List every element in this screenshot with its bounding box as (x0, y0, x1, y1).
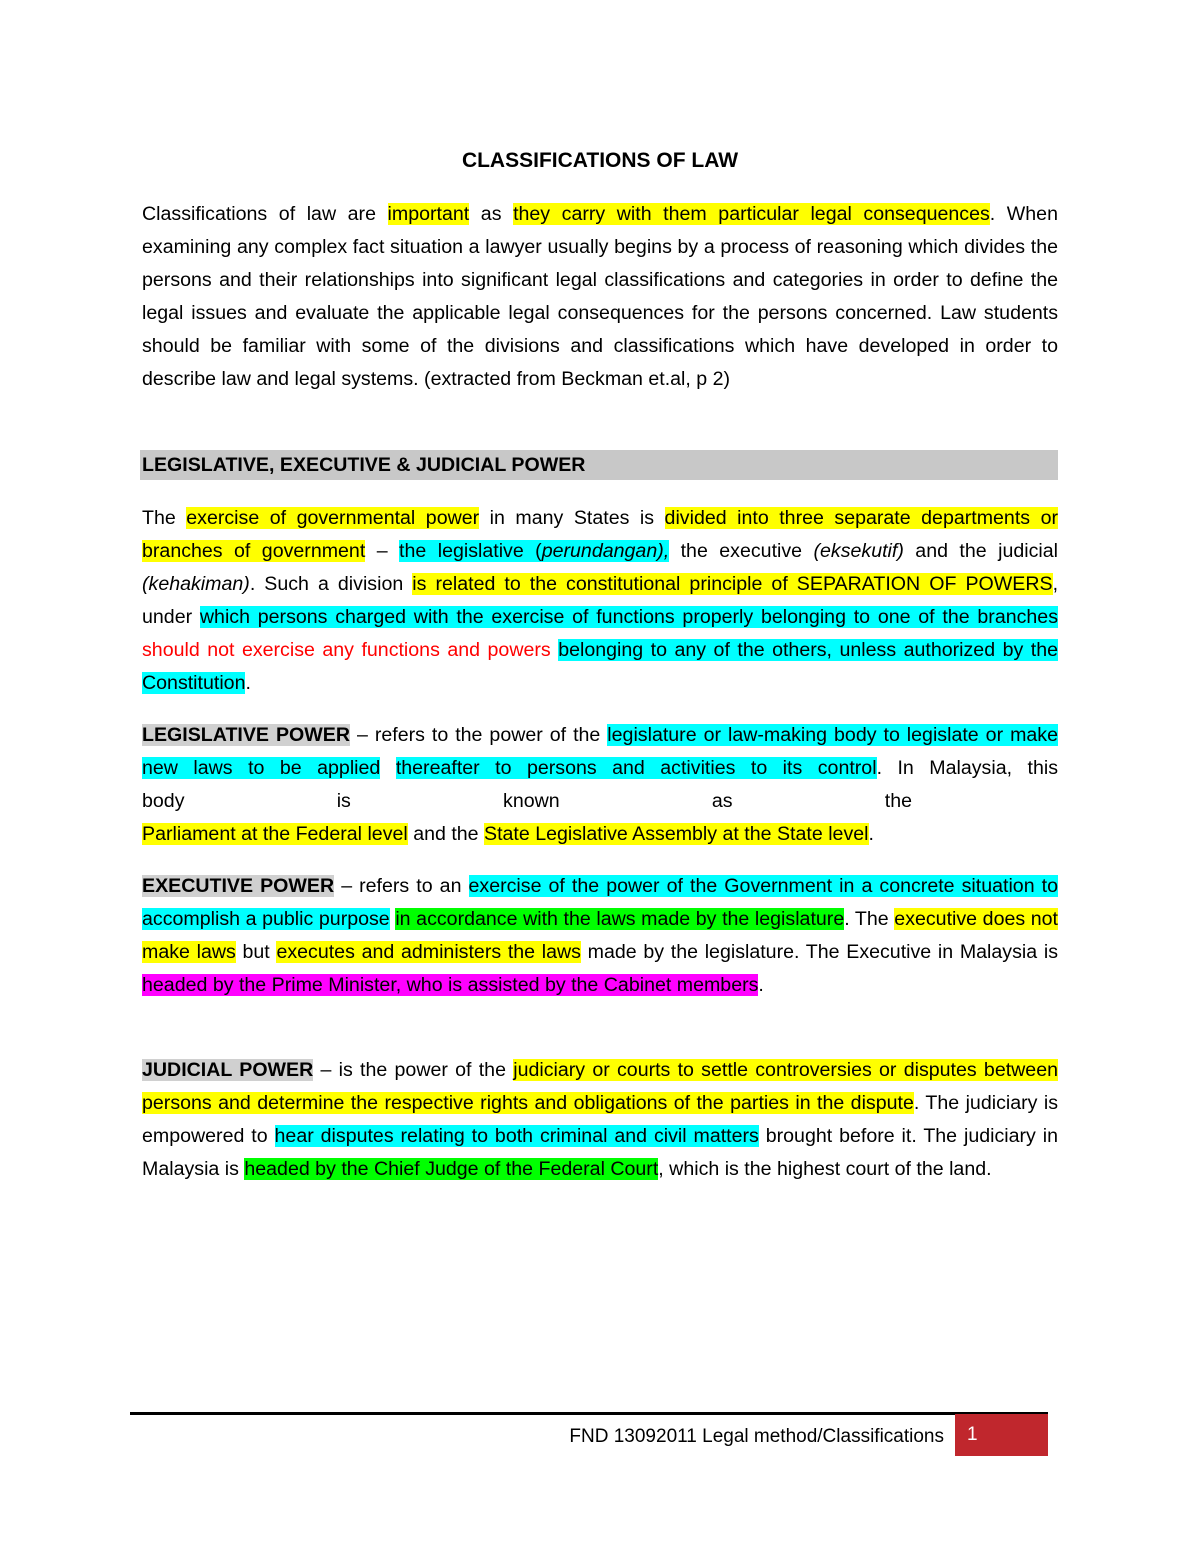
text-run: and the (407, 823, 485, 845)
footer-divider (130, 1412, 1048, 1415)
highlight-cyan: belonging to any of the others, unless authorized by the Constitution (142, 639, 1058, 694)
highlight-yellow: is related to the constitutional principle of SEPARATION OF POWERS (412, 573, 1053, 595)
spread-line (142, 785, 912, 818)
executive-label: EXECUTIVE POWER (142, 875, 335, 897)
text-run (380, 757, 395, 779)
section-heading: LEGISLATIVE, EXECUTIVE & JUDICIAL POWER (140, 450, 1058, 480)
text-run: – (365, 540, 400, 562)
highlight-magenta: headed by the Prime Minister, who is assisted by the Cabinet members (142, 974, 759, 996)
intro-text: . When examining any complex fact situation a lawyer usually begins by a process of reasoning which divides the persons and their relationships into significant legal classifications and categories in order to define the legal issues and evaluate the applicable legal consequences for the persons concerned. Law students should be familiar with some of the divisions and classifications which have developed in order to describe law and legal systems. (extracted from Beckman et.al, p 2) (142, 203, 1058, 390)
highlight-yellow: executive does not make laws (142, 908, 1059, 963)
intro-paragraph (142, 198, 1058, 396)
highlight-yellow: Parliament at the Federal level (142, 823, 408, 845)
legislative-lines (142, 719, 1058, 785)
text-run: . The (844, 908, 895, 930)
highlight-cyan: legislature or law-making body to legislate or make new laws to be applied (142, 724, 1058, 779)
text-run: . In Malaysia, this (876, 757, 1058, 779)
text-run: in many States is (479, 507, 665, 529)
text-run: and the judicial (903, 540, 1058, 562)
intro-text: Classifications of law are (142, 203, 388, 225)
text-run: . The judiciary is empowered to (142, 1092, 1059, 1147)
word: body (142, 790, 185, 812)
text-run: – refers to an (334, 875, 469, 897)
page-number-box (955, 1414, 1048, 1456)
page-number: 1 (967, 1424, 978, 1445)
italic-text: (kehakiman) (142, 573, 250, 595)
word: known (503, 790, 560, 812)
legislative-label: LEGISLATIVE POWER (142, 724, 350, 746)
intro-text: as (469, 203, 514, 225)
highlight-cyan: exercise of the power of the Government in a concrete situation to accomplish a public purpose (142, 875, 1058, 930)
highlight-cyan: hear disputes relating to both criminal and civil matters (274, 1125, 759, 1147)
judicial-label: JUDICIAL POWER (142, 1059, 314, 1081)
word: as (711, 790, 733, 812)
text-run: . (758, 974, 764, 996)
separation-paragraph (142, 502, 1058, 700)
text-run: . (868, 823, 874, 845)
text-run: . (245, 672, 251, 694)
highlight-cyan: which persons charged with the exercise of functions properly belonging to one of the branches (199, 606, 1058, 628)
text-run: – refers to the power of the (350, 724, 608, 746)
text-run: made by the legislature. The Executive in Malaysia is (580, 941, 1058, 963)
highlight-yellow: executes and administers the laws (276, 941, 581, 963)
document-title: CLASSIFICATIONS OF LAW (461, 149, 739, 172)
red-text: should not exercise any functions and powers (142, 639, 551, 661)
legislative-last-line (142, 818, 1058, 851)
footer-text: FND 13092011 Legal method/Classifications (569, 1426, 944, 1447)
italic-text: (eksekutif) (813, 540, 904, 562)
text-run: – is the power of the (313, 1059, 514, 1081)
judicial-paragraph (142, 1054, 1058, 1186)
highlight-yellow: exercise of governmental power (186, 507, 480, 529)
highlight-consequences: they carry with them particular legal consequences (513, 203, 990, 225)
highlight-yellow: judiciary or courts to settle controversies or disputes between persons and determine the respective rights and obligations of the parties in the dispute (142, 1059, 1058, 1114)
highlight-cyan: thereafter to persons and activities to its control (395, 757, 877, 779)
highlight-cyan: the legislative ( (399, 540, 542, 562)
text-run: but (235, 941, 277, 963)
text-run: The (142, 507, 187, 529)
legislative-paragraph (142, 719, 1058, 851)
executive-paragraph (142, 870, 1058, 1002)
word: is (336, 790, 351, 812)
highlight-important: important (387, 203, 470, 225)
text-run: the executive (669, 540, 814, 562)
highlight-yellow: State Legislative Assembly at the State level (484, 823, 869, 845)
highlight-yellow: divided into three separate departments or branches of government (142, 507, 1058, 562)
text-run: brought before it. The judiciary in Malaysia is (142, 1125, 1059, 1180)
text-run: , under (142, 573, 1059, 628)
highlight-cyan-italic: perundangan), (541, 540, 670, 562)
text-run: , which is the highest court of the land. (658, 1158, 992, 1180)
highlight-green: in accordance with the laws made by the legislature (395, 908, 845, 930)
highlight-green: headed by the Chief Judge of the Federal Court (244, 1158, 659, 1180)
text-run: . Such a division (249, 573, 413, 595)
word: the (884, 790, 912, 812)
